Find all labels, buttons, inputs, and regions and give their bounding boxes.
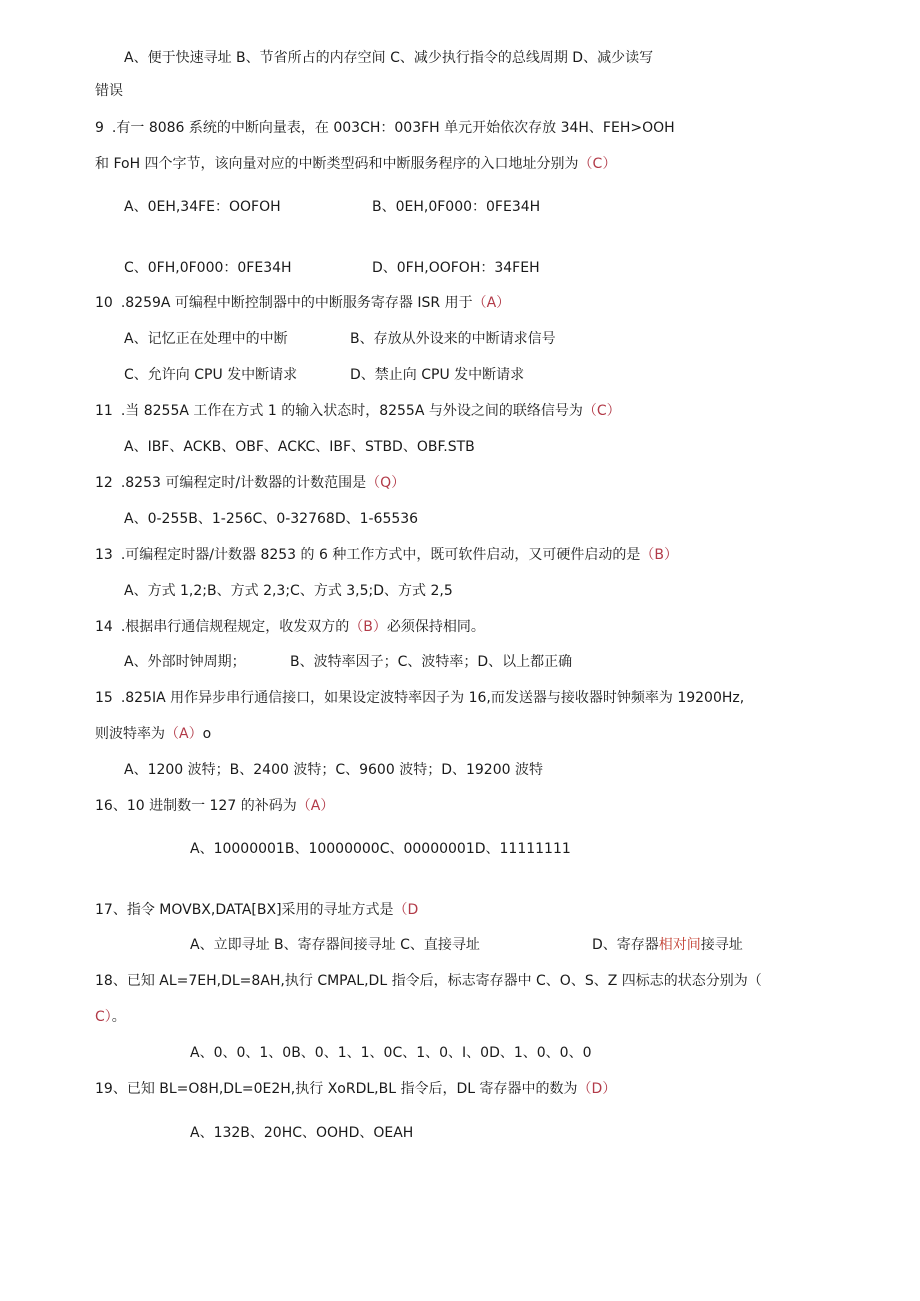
- q9-option-d: D、0FH,OOFOH：34FEH: [372, 260, 540, 276]
- q9-option-b: B、0EH,0F000：0FE34H: [372, 199, 541, 215]
- q10-option-d: D、禁止向 CPU 发中断请求: [350, 367, 525, 383]
- q18-question: [95, 971, 762, 991]
- q13-number: 13: [95, 547, 113, 563]
- q9-option-c: C、0FH,0F000：0FE34H: [124, 260, 292, 276]
- q10-question: [95, 293, 510, 313]
- q16-question: [95, 796, 334, 816]
- q14-options-rest: B、波特率因子；C、波特率；D、以上都正确: [290, 654, 573, 670]
- q11-text: .当 8255A 工作在方式 1 的输入状态时，8255A 与外设之间的联络信号为: [120, 403, 583, 419]
- q10-answer: （A）: [472, 295, 511, 311]
- q14-question: [95, 617, 485, 637]
- q15-number: 15: [95, 690, 113, 706]
- q9-line2: [95, 154, 616, 174]
- q14-text-after: 必须保持相同。: [386, 619, 485, 635]
- q18-line2: [95, 1007, 126, 1027]
- q10-option-a: A、记忆正在处理中的中断: [124, 331, 288, 347]
- q9-text: .有一 8086 系统的中断向量表，在 003CH：003FH 单元开始依次存放 34H、FEH>OOH: [111, 120, 675, 136]
- q9-option-a: A、0EH,34FE：OOFOH: [124, 199, 281, 215]
- q15-options: A、1200 波特；B、2400 波特；C、9600 波特；D、19200 波特: [124, 762, 543, 778]
- q14-text: .根据串行通信规程规定，收发双方的: [120, 619, 350, 635]
- q10-text: .8259A 可编程中断控制器中的中断服务寄存器 ISR 用于: [120, 295, 473, 311]
- q8-options-cont: 错误: [95, 83, 123, 99]
- q14-number: 14: [95, 619, 113, 635]
- q13-answer: （B）: [640, 547, 678, 563]
- q18-answer: C）: [95, 1009, 112, 1025]
- q14-answer: （B）: [349, 619, 387, 635]
- q17-option-d: [592, 935, 743, 955]
- q17-option-d-prefix: D、寄存器: [592, 937, 659, 953]
- q15-line2: [95, 724, 211, 744]
- q11-question: [95, 401, 621, 421]
- q12-question: [95, 473, 405, 493]
- q12-options: A、0-255B、1-256C、0-32768D、1-65536: [124, 511, 419, 527]
- q9-answer: （C）: [578, 156, 617, 172]
- q16-text: 16、10 进制数一 127 的补码为: [95, 798, 297, 814]
- q9-line1: [95, 118, 675, 138]
- q8-options: A、便于快速寻址 B、节省所占的内存空间 C、减少执行指令的总线周期 D、减少读写: [124, 50, 654, 66]
- q18-tail: 。: [111, 1009, 126, 1025]
- q12-number: 12: [95, 475, 113, 491]
- q9-number: 9: [95, 120, 104, 136]
- q18-options: A、0、0、1、0B、0、1、1、0C、1、0、I、0D、1、0、0、0: [190, 1045, 592, 1061]
- q17-option-d-highlight: 相对间: [658, 937, 701, 953]
- q11-options: A、IBF、ACKB、OBF、ACKC、IBF、STBD、OBF.STB: [124, 439, 475, 455]
- q15-answer: （A）: [165, 726, 203, 742]
- q11-answer: （C）: [582, 403, 621, 419]
- q16-answer: （A）: [296, 798, 335, 814]
- q17-question: [95, 900, 418, 920]
- q15-text-after: o: [202, 726, 212, 742]
- q15-text: .825IA 用作异步串行通信接口，如果设定波特率因子为 16,而发送器与接收器时钟频率为 19200Hz,: [120, 690, 745, 706]
- q15-line1: [95, 688, 744, 708]
- q11-number: 11: [95, 403, 113, 419]
- q17-option-d-suffix: 接寻址: [700, 937, 743, 953]
- q16-options: A、10000001B、10000000C、00000001D、11111111: [190, 841, 571, 857]
- q13-text: .可编程定时器/计数器 8253 的 6 种工作方式中，既可软件启动，又可硬件启动的是: [120, 547, 641, 563]
- q19-options: A、132B、20HC、OOHD、OEAH: [190, 1125, 414, 1141]
- q15-text-cont: 则波特率为: [95, 726, 165, 742]
- q10-option-c: C、允许向 CPU 发中断请求: [124, 367, 298, 383]
- q10-option-b: B、存放从外设来的中断请求信号: [350, 331, 556, 347]
- q14-option-a: A、外部时钟周期；: [124, 654, 246, 670]
- q9-text-cont: 和 FoH 四个字节，该向量对应的中断类型码和中断服务程序的入口地址分别为: [95, 156, 579, 172]
- q18-text: 18、已知 AL=7EH,DL=8AH,执行 CMPAL,DL 指令后，标志寄存器中 C、O、S、Z 四标志的状态分别为（: [95, 973, 762, 989]
- q17-answer: （D: [393, 902, 419, 918]
- q12-text: .8253 可编程定时/计数器的计数范围是: [120, 475, 367, 491]
- q13-question: [95, 545, 678, 565]
- q19-answer: （D）: [577, 1081, 617, 1097]
- q17-text: 17、指令 MOVBX,DATA[BX]采用的寻址方式是: [95, 902, 394, 918]
- q19-text: 19、已知 BL=O8H,DL=0E2H,执行 XoRDL,BL 指令后，DL 寄存器中的数为: [95, 1081, 578, 1097]
- q12-answer: （Q）: [366, 475, 406, 491]
- q13-options: A、方式 1,2;B、方式 2,3;C、方式 3,5;D、方式 2,5: [124, 583, 453, 599]
- q17-options: A、立即寻址 B、寄存器间接寻址 C、直接寻址: [190, 937, 480, 953]
- q19-question: [95, 1079, 616, 1099]
- q10-number: 10: [95, 295, 113, 311]
